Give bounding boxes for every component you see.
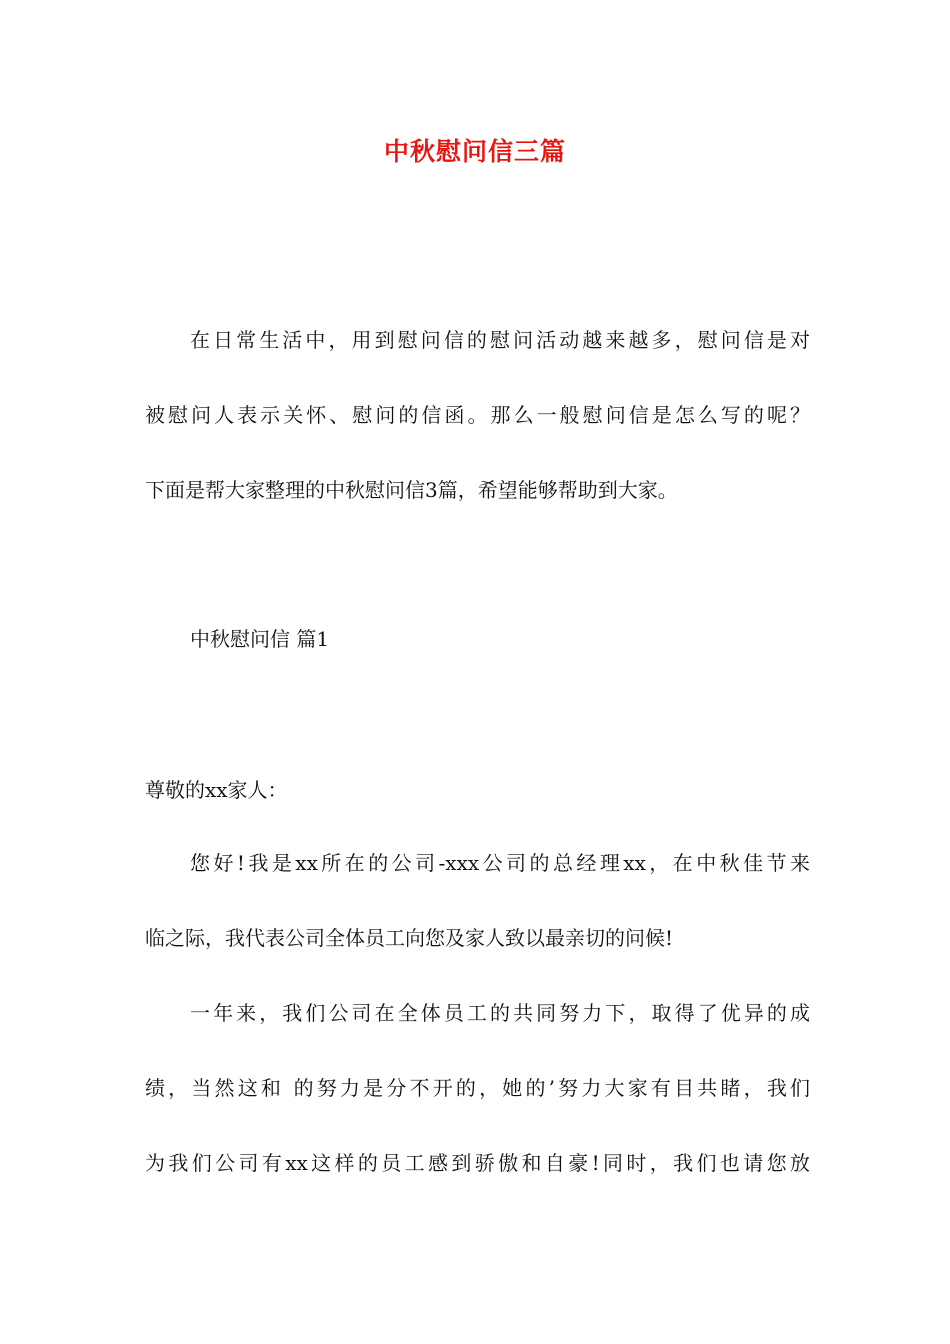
body-line-2: 临之际，我代表公司全体员工向您及家人致以最亲切的问候!	[145, 926, 674, 950]
body-line-4: 绩，当然这和 的努力是分不开的，她的’努力大家有目共睹，我们	[145, 1076, 810, 1100]
document-title: 中秋慰问信三篇	[383, 137, 566, 166]
body-line-1: 您好!我是xx所在的公司-xxx公司的总经理xx，在中秋佳节来	[190, 851, 810, 875]
intro-line-3: 下面是帮大家整理的中秋慰问信3篇，希望能够帮助到大家。	[145, 478, 678, 502]
intro-line-1: 在日常生活中，用到慰问信的慰问活动越来越多，慰问信是对	[190, 328, 810, 352]
body-line-3: 一年来，我们公司在全体员工的共同努力下，取得了优异的成	[190, 1001, 810, 1025]
intro-line-2: 被慰问人表示关怀、慰问的信函。那么一般慰问信是怎么写的呢？	[145, 403, 810, 427]
salutation: 尊敬的xx家人：	[145, 778, 288, 802]
section-heading: 中秋慰问信 篇1	[190, 627, 330, 651]
body-line-5: 为我们公司有xx这样的员工感到骄傲和自豪!同时，我们也请您放	[145, 1151, 810, 1175]
